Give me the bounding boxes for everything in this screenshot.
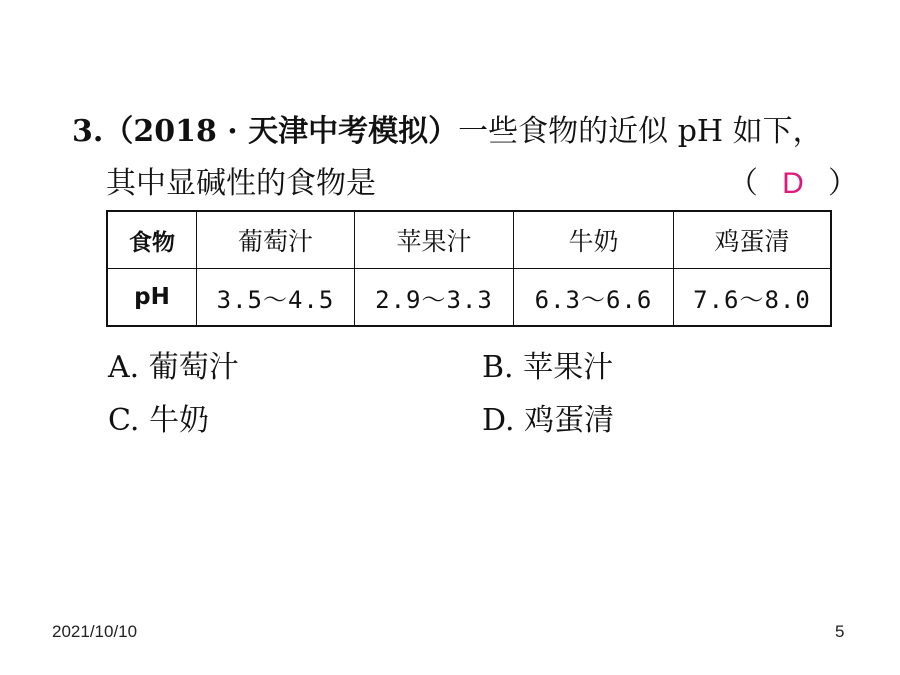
question-stem-line-2: 其中显碱性的食物是: [106, 166, 376, 201]
option-letter: C.: [108, 403, 140, 438]
option-text: 鸡蛋清: [524, 403, 615, 438]
answer-letter: D: [782, 167, 804, 200]
table-header-row: [107, 211, 831, 269]
table-food-cell: 牛奶: [514, 211, 674, 269]
option-d: [482, 395, 614, 439]
option-a: [108, 342, 239, 386]
option-c: [108, 395, 209, 439]
table-food-cell: 苹果汁: [355, 211, 514, 269]
table-food-cell: 葡萄汁: [197, 211, 355, 269]
table-ph-cell: 6.3～6.6: [514, 269, 674, 327]
option-text: 苹果汁: [523, 350, 614, 385]
question-source: （2018 · 天津中考模拟）: [103, 114, 459, 149]
table-ph-row: [107, 269, 831, 327]
table-ph-cell: 7.6～8.0: [674, 269, 832, 327]
table-food-cell: 鸡蛋清: [674, 211, 832, 269]
option-text: 牛奶: [148, 403, 209, 438]
ph-table: [106, 210, 832, 327]
table-row-label: pH: [107, 269, 197, 327]
footer-page-number: 5: [835, 622, 845, 641]
table-ph-cell: 2.9～3.3: [355, 269, 514, 327]
question-stem-line-1: 一些食物的近似 pH 如下，: [458, 114, 823, 149]
bracket-open: （: [728, 166, 758, 201]
option-letter: D.: [482, 403, 515, 438]
question-number: 3.: [72, 114, 104, 149]
option-b: [482, 342, 613, 386]
bracket-close: ）: [828, 166, 858, 201]
option-letter: B.: [482, 350, 514, 385]
footer-date: 2021/10/10: [52, 622, 138, 641]
option-text: 葡萄汁: [148, 350, 239, 385]
answer-bracket: [728, 158, 858, 202]
table-ph-cell: 3.5～4.5: [197, 269, 355, 327]
table-header-label: 食物: [107, 211, 197, 269]
option-letter: A.: [108, 350, 140, 385]
question-line-1: [72, 106, 823, 150]
